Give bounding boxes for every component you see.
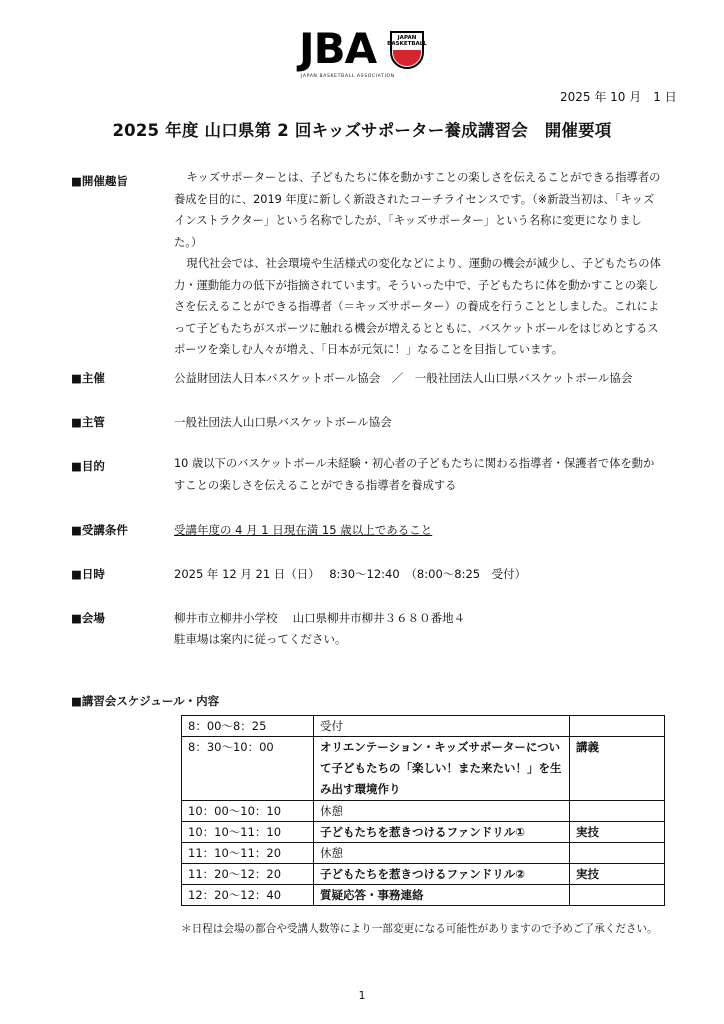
jba-logo: [299, 24, 429, 86]
page-number: 1: [358, 989, 366, 1002]
aim-text: 10 歳以下のバスケットボール未経験・初心者の子どもたちに関わる指導者・保護者で体を動かすことの楽しさを伝えることができる指導者を養成する: [174, 457, 655, 492]
condition-label: ■受講条件: [71, 523, 128, 537]
host-label: ■主催: [71, 371, 105, 385]
schedule-kind: 実技: [570, 864, 665, 885]
badge-line1: JAPAN: [397, 35, 417, 41]
table-row: [182, 737, 665, 801]
schedule-content: 質疑応答・事務連絡: [314, 885, 570, 906]
schedule-time: 8：30～10：00: [182, 737, 314, 801]
schedule-content: 子どもたちを惹きつけるファンドリル②: [314, 864, 570, 885]
schedule-note: ＊日程は会場の都合や受講人数等により一部変更になる可能性がありますので予めご了承ください。: [181, 923, 658, 935]
purpose-paragraph-1: キッズサポーターとは、子どもたちに体を動かすことの楽しさを伝えることができる指導者の養成を目的に、2019 年度に新しく新設されたコーチライセンスです。（※新設当初は、「キッズインストラクター」という名称でしたが、「キッズサポーター」という名称に変更になりました。）: [174, 171, 661, 249]
datetime-text: 2025 年 12 月 21 日（日） 8:30～12:40 （8:00～8:25 受付）: [174, 567, 527, 581]
table-row: [182, 885, 665, 906]
venue-line-1: 柳井市立柳井小学校 山口県柳井市柳井３６８０番地４: [174, 611, 466, 625]
purpose-label: ■開催趣旨: [71, 174, 128, 188]
association-name: JAPAN BASKETBALL ASSOCIATION: [301, 74, 395, 79]
purpose-text: [174, 167, 664, 361]
host-text: 公益財団法人日本バスケットボール協会 ／ 一般社団法人山口県バスケットボール協会: [174, 371, 633, 385]
schedule-content: 子どもたちを惹きつけるファンドリル①: [314, 822, 570, 843]
organizer-text: 一般社団法人山口県バスケットボール協会: [174, 415, 392, 429]
schedule-kind: 実技: [570, 822, 665, 843]
venue-line-2: 駐車場は案内に従ってください。: [174, 632, 347, 646]
schedule-content: 休憩: [314, 801, 570, 822]
jba-logo-mark: JBA: [299, 24, 377, 73]
schedule-time: 11：20～12：20: [182, 864, 314, 885]
document-title: 2025 年度 山口県第 2 回キッズサポーター養成講習会 開催要項: [112, 121, 612, 140]
datetime-label: ■日時: [71, 567, 105, 581]
document-date: 2025 年 10 月 1 日: [560, 90, 677, 104]
condition-text: 受講年度の 4 月 1 日現在満 15 歳以上であること: [174, 523, 433, 537]
organizer-label: ■主管: [71, 415, 105, 429]
table-row: [182, 801, 665, 822]
schedule-content: オリエンテーション・キッズサポーターについて子どもたちの「楽しい！また来たい！」を生み出す環境作り: [314, 737, 570, 801]
schedule-kind: [570, 885, 665, 906]
schedule-time: 10：10～11：10: [182, 822, 314, 843]
purpose-paragraph-2: 現代社会では、社会環境や生活様式の変化などにより、運動の機会が減少し、子どもたちの体力・運動能力の低下が指摘されています。そういった中で、子どもたちに体を動かすことの楽しさを伝えることができる指導者（＝キッズサポーター）の養成を行うこととしました。これによって子どもたちがスポーツに触れる機会が増えるとともに、バスケットボールをはじめとするスポーツを楽しむ人々が増え、「日本が元気に！」なることを目指しています。: [174, 257, 661, 356]
schedule-time: 12：20～12：40: [182, 885, 314, 906]
schedule-kind: [570, 801, 665, 822]
schedule-kind: [570, 843, 665, 864]
schedule-label: ■講習会スケジュール・内容: [71, 694, 220, 708]
schedule-table: [181, 715, 665, 906]
schedule-time: 10：00～10：10: [182, 801, 314, 822]
table-row: [182, 822, 665, 843]
venue-label: ■会場: [71, 611, 105, 625]
table-row: [182, 864, 665, 885]
schedule-kind: [570, 716, 665, 737]
schedule-kind: 講義: [570, 737, 665, 801]
table-row: [182, 843, 665, 864]
schedule-content: 休憩: [314, 843, 570, 864]
schedule-content: 受付: [314, 716, 570, 737]
aim-label: ■目的: [71, 459, 105, 473]
table-row: [182, 716, 665, 737]
badge-line2: BASKETBALL: [387, 41, 427, 47]
badge-text: [387, 35, 427, 47]
schedule-time: 11：10～11：20: [182, 843, 314, 864]
schedule-time: 8：00～8：25: [182, 716, 314, 737]
